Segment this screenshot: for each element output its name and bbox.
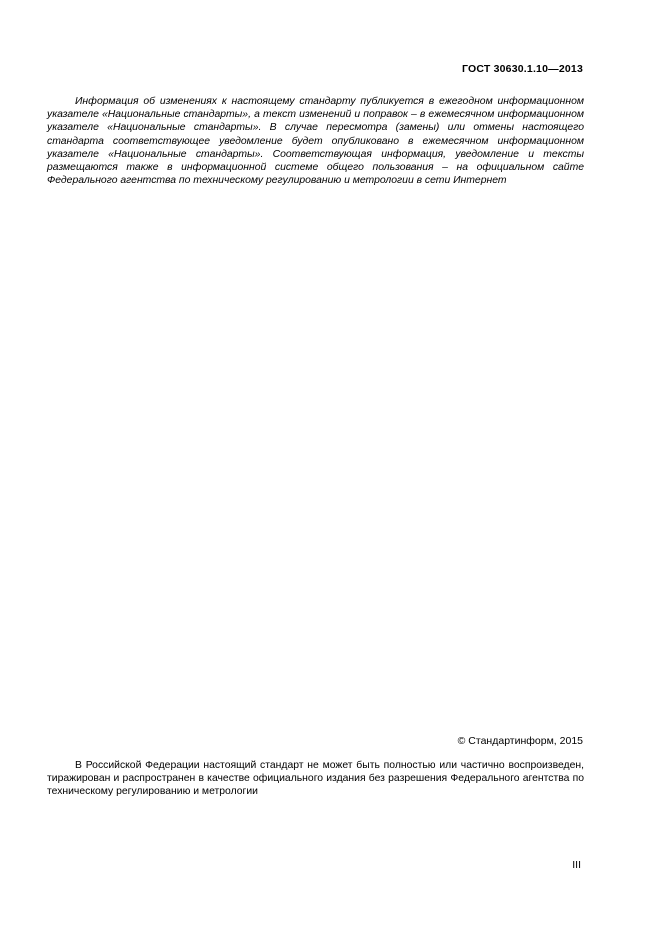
amendments-info-paragraph: Информация об изменениях к настоящему стандарту публикуется в ежегодном информационном указателе «Национальные стандарты», а текст изменений и поправок – в ежемесячном информационном указателе «Национальные стандарты». В случае пересмотра (замены) или отмены настоящего стандарта соответствующее уведомление будет опубликовано в ежемесячном информационном указателе «Национальные стандарты». Соответствующая информация, уведомление и тексты размещаются также в информационной системе общего пользования – на официальном сайте Федерального агентства по техническому регулированию и метрологии в сети Интернет [47,96,584,187]
document-code: ГОСТ 30630.1.10—2013 [461,63,583,75]
page-number: III [572,859,581,871]
copyright-line: © Стандартинформ, 2015 [457,735,583,747]
reproduction-rights-paragraph: В Российской Федерации настоящий стандарт не может быть полностью или частично воспроизведен, тиражирован и распространен в качестве официального издания без разрешения Федерального агентства по техническому регулированию и метрологии [47,760,584,798]
